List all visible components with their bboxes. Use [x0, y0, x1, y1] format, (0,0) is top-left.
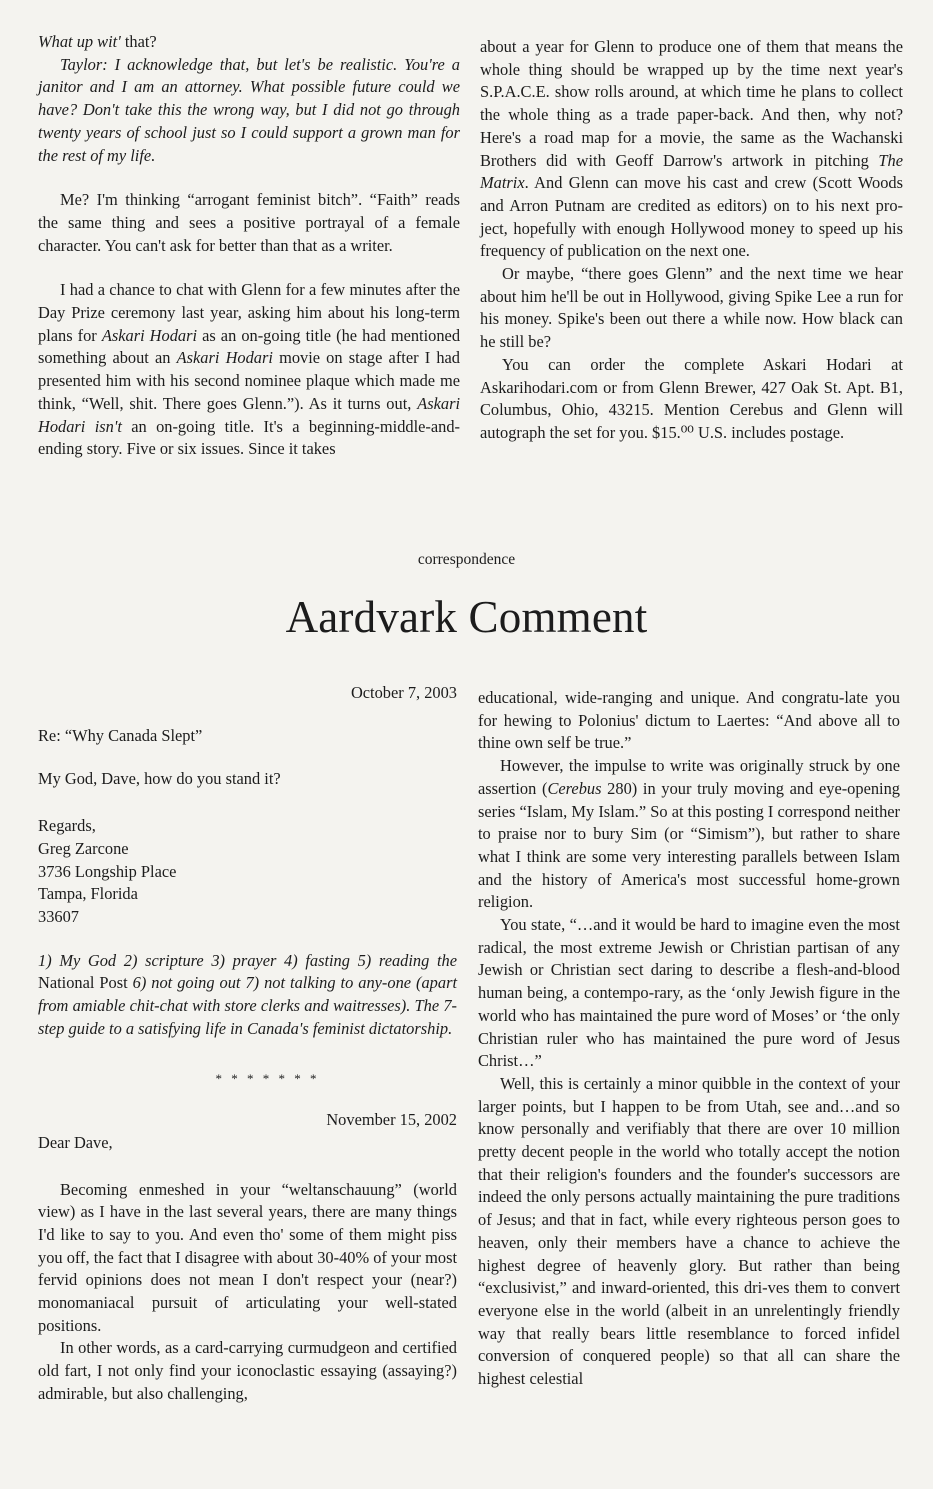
title-italic: The Matrix	[480, 150, 903, 193]
paragraph: Well, this is certainly a minor quibble in the context of your larger points, but I happen to be from Utah, see and…and so know personally and verifiably that there are over 10 million pretty decent people in the world who totally accept the notion that their religion's founders and the founder's successors are indeed the only persons actually maintaining the pure traditions of Jesus; and that in fact, while every righteous person goes to heaven, only their members have a chance to achieve the highest degree of heavenly glory. But rather than being “exclusivist,” and inward-oriented, this dri-ves them to convert everyone else in the world (albeit in an unrelentingly friendly way that really bears little resemblance to forced infidel conversion of conquered people) so that all can share the highest celestial	[478, 1073, 900, 1389]
section-separator: * * * * * * *	[215, 1071, 320, 1087]
article-column-top-right	[480, 36, 903, 445]
paragraph	[480, 36, 903, 263]
letter-body: My God, Dave, how do you stand it?	[38, 769, 281, 789]
title-italic: Askari Hodari	[176, 348, 273, 368]
letter-subject: Re: “Why Canada Slept”	[38, 725, 203, 745]
section-kicker: correspondence	[417, 551, 516, 568]
paragraph: You state, “…and it would be hard to imagine even the most radical, the most extreme Jewish or Christian partisan of any Jewish or Christian sect daring to describe a flesh-and-blood human being, a contempo-rary, as the ‘only Jewish figure in the world who has maintained the pure word of Moses’ or ‘the only Christian ruler who has maintained the pure word of Jesus Christ…”	[478, 915, 900, 1071]
article-column-top-left	[38, 31, 460, 461]
signature-line: Tampa, Florida	[38, 884, 138, 904]
signature-line: Greg Zarcone	[38, 838, 129, 858]
paragraph	[478, 755, 900, 914]
text-run: as an on-going title (he had mentioned something about an	[38, 325, 461, 368]
paragraph: Me? I'm thinking “arrogant feminist bitch”. “Faith” reads the same thing and sees a positive portrayal of a female character. You can't ask for better than that as a writer.	[38, 190, 460, 255]
title-roman: National Post	[38, 973, 128, 993]
text-run: about a year for Glenn to produce one of them that means the whole thing should be wrapped up by the time next year's S.P.A.C.E. show rolls around, at which time he plans to collect the whole thing as a trade paper-back. And then, why not? Here's a road map for a movie, the same as the Wachanski Brothers did with Geoff Darrow's artwork in pitching	[480, 37, 903, 170]
paragraph: In other words, as a card-carrying curmudgeon and certified old fart, I not only find your iconoclastic essaying (assaying?) admirable, but also challenging,	[38, 1338, 457, 1403]
section-title: Aardvark Comment	[285, 592, 648, 642]
paragraph: educational, wide-ranging and unique. And congratu-late you for hewing to Polonius' dictum to Laertes: “And above all to thine own self be true.”	[478, 688, 900, 753]
title-italic: Askari Hodari isn't	[38, 393, 460, 436]
signature-line: 3736 Longship Place	[38, 861, 177, 881]
text-run: I had a chance to chat with Glenn for a few minutes after the Day Prize ceremony last year, asking him about his long-term plans for	[38, 280, 460, 345]
paragraph: You can order the complete Askari Hodari at Askarihodari.com or from Glenn Brewer, 427 Oak St. Apt. B1, Columbus, Ohio, 43215. Mention Cerebus and Glenn will autograph the set for you. $15.⁰⁰ U.S. includes postage.	[480, 354, 903, 442]
letter-date: November 15, 2002	[326, 1110, 457, 1130]
letters-column-right	[478, 687, 900, 1391]
text-run: an on-going title. It's a beginning-middle-and-ending story. Five or six issues. Since it takes	[38, 416, 460, 459]
text-run: movie on stage after I had presented him with his second nominee plaque which made me think, “Well, shit. There goes Glenn.”). As it turns out,	[38, 348, 460, 413]
signature-line: 33607	[38, 906, 79, 926]
text-run: 280) in your truly moving and eye-opening series “Islam, My Islam.” So at this posting I correspond neither to praise nor to bury Sim (or “Simism”), but rather to share what I think are some very interesting parallels between Islam and the history of America's most successful home-grown religion.	[478, 778, 900, 912]
title-italic: Askari Hodari	[101, 325, 198, 345]
text-run: that?	[120, 32, 157, 51]
quoted-dialogue: Taylor: I acknowledge that, but let's be realistic. You're a janitor and I am an attorney. What possible future could we have? Don't take this the wrong way, but I did not go through twenty years of school just so I could support a grown man for the rest of my life.	[38, 54, 460, 165]
italic-quote: What up wit'	[38, 32, 121, 51]
text-run: 6) not going out 7) not talking to any-one (apart from amiable chit-chat with store clerks and waitresses). The 7-step guide to a satisfying life in Canada's feminist dictatorship.	[38, 973, 457, 1038]
paragraph: Or maybe, “there goes Glenn” and the next time we hear about him he'll be out in Hollywood, giving Spike Lee a run for his money. Spike's been out there a while now. How black can he still be?	[480, 264, 903, 352]
letters-column-left	[38, 682, 457, 1406]
text-run: 1) My God 2) scripture 3) prayer 4) fasting 5) reading the	[38, 950, 457, 970]
paragraph	[38, 31, 460, 54]
editor-reply	[38, 950, 457, 1041]
letter-signoff: Regards,	[38, 816, 96, 836]
letter-date: October 7, 2003	[350, 683, 457, 702]
text-run: . And Glenn can move his cast and crew (Scott Woods and Arron Putnam are credited as editors) on to his next pro-ject, hopefully with enough Hollywood money to speed up his frequency of publication on the next one.	[480, 173, 903, 261]
letter-salutation: Dear Dave,	[38, 1132, 113, 1152]
paragraph	[38, 279, 460, 461]
text-run: However, the impulse to write was originally struck by one assertion (	[478, 756, 900, 798]
title-italic: Cerebus	[547, 778, 602, 798]
paragraph: Becoming enmeshed in your “weltanschauung” (world view) as I have in the last several years, there are many things I'd like to say to you. And even tho' some of them might piss you off, the fact that I disagree with about 30-40% of your most fervid opinions does not mean I don't respect your (near?) monomaniacal pursuit of articulating your well-stated positions.	[38, 1179, 457, 1335]
